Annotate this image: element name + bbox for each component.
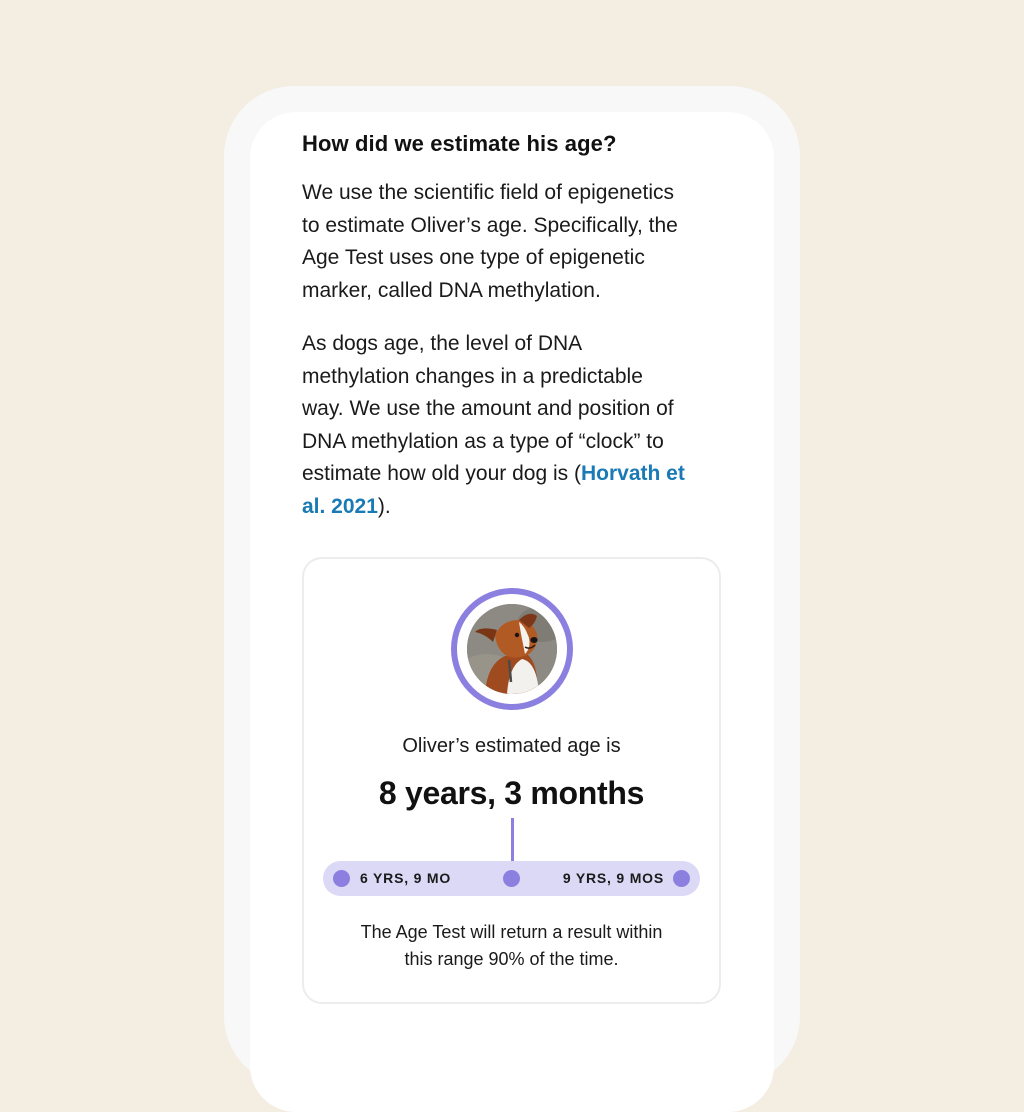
age-result-card	[302, 557, 721, 1004]
phone-frame	[224, 86, 800, 1086]
estimate-dot-icon	[503, 870, 520, 887]
paragraph-epigenetics	[302, 177, 732, 307]
estimate-label: Oliver’s estimated age is	[402, 735, 621, 757]
paragraph-methylation-clock	[302, 328, 732, 523]
citation-link[interactable]	[581, 462, 685, 485]
paragraph-line: We use the scientific field of epigenetics	[302, 181, 674, 204]
range-max-label: 9 YRS, 9 MOS	[562, 870, 664, 886]
paragraph-line: DNA methylation as a type of “clock” to	[302, 429, 664, 453]
paragraph-line: to estimate Oliver’s age. Specifically, the	[302, 213, 678, 237]
range-min-dot-icon	[333, 870, 350, 887]
dog-photo-icon	[467, 604, 557, 694]
citation-link[interactable]	[302, 495, 378, 518]
paragraph-line: methylation changes in a predictable	[302, 364, 643, 388]
paragraph-line	[302, 458, 732, 491]
paragraph-line: marker, called DNA methylation.	[302, 278, 601, 302]
range-max-dot-icon	[673, 870, 690, 887]
paragraph-text: estimate how old your dog is (	[302, 462, 581, 485]
note-line: this range 90% of the time.	[404, 949, 619, 969]
section-heading: How did we estimate his age?	[302, 131, 617, 156]
citation-link-text[interactable]: al. 2021	[302, 494, 378, 518]
age-range-bar	[323, 861, 700, 896]
paragraph-line: way. We use the amount and position of	[302, 397, 674, 420]
paragraph-line: As dogs age, the level of DNA	[302, 332, 583, 355]
phone-screen	[250, 112, 774, 1112]
estimate-value: 8 years, 3 months	[378, 775, 645, 811]
confidence-note	[304, 919, 719, 973]
citation-link-text[interactable]: Horvath et	[580, 462, 685, 485]
range-min-label: 6 YRS, 9 MO	[360, 870, 452, 886]
paragraph-text: ).	[377, 494, 391, 518]
avatar	[451, 588, 573, 710]
paragraph-line: Age Test uses one type of epigenetic	[302, 246, 645, 269]
paragraph-line	[302, 491, 732, 524]
dog-illustration-icon	[467, 604, 557, 694]
note-line: The Age Test will return a result within	[360, 922, 663, 942]
